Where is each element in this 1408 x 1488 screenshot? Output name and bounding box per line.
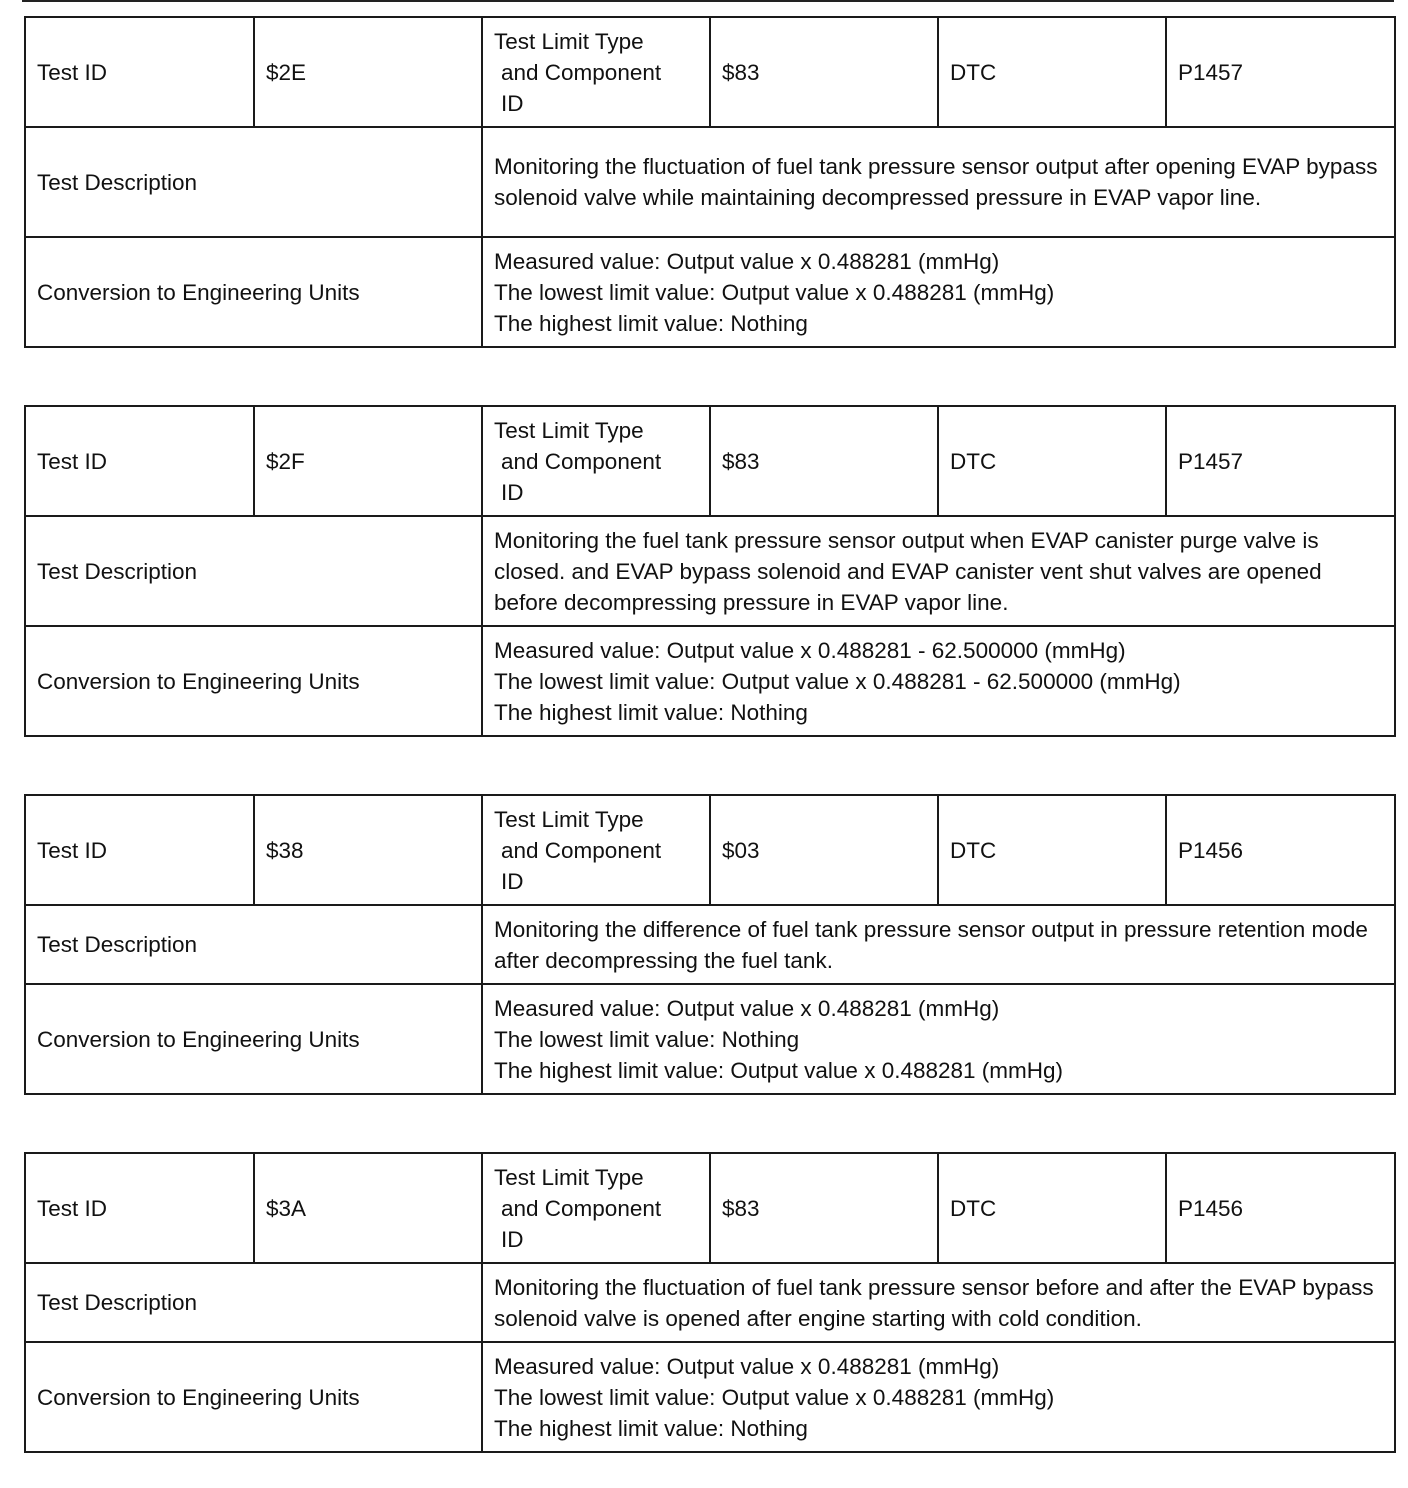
test-id-value: $3A bbox=[254, 1153, 482, 1263]
test-id-value: $38 bbox=[254, 795, 482, 905]
limit-type-label-line2: and Component bbox=[501, 1195, 662, 1221]
conversion-value bbox=[482, 984, 1395, 1094]
limit-type-label-line2: and Component bbox=[501, 59, 662, 85]
dtc-value: P1456 bbox=[1166, 1153, 1395, 1263]
test-description-label: Test Description bbox=[25, 127, 482, 237]
limit-type-label-line1: Test Limit Type bbox=[494, 1164, 644, 1190]
measured-value-line: Measured value: Output value x 0.488281 (mmHg) bbox=[494, 248, 1000, 274]
highest-limit-line: The highest limit value: Nothing bbox=[494, 1415, 808, 1441]
test-description-label: Test Description bbox=[25, 905, 482, 984]
test-id-label: Test ID bbox=[25, 1153, 254, 1263]
test-id-row bbox=[25, 406, 1395, 516]
limit-type-value: $03 bbox=[710, 795, 938, 905]
dtc-value: P1456 bbox=[1166, 795, 1395, 905]
limit-type-label bbox=[482, 1153, 710, 1263]
measured-value-line: Measured value: Output value x 0.488281 - 62.500000 (mmHg) bbox=[494, 637, 1126, 663]
lowest-limit-line: The lowest limit value: Output value x 0.488281 - 62.500000 (mmHg) bbox=[494, 668, 1181, 694]
test-id-label: Test ID bbox=[25, 17, 254, 127]
lowest-limit-line: The lowest limit value: Output value x 0.488281 (mmHg) bbox=[494, 279, 1055, 305]
test-description-row bbox=[25, 1263, 1395, 1342]
top-border bbox=[22, 0, 1394, 2]
limit-type-label-line3: ID bbox=[501, 1226, 524, 1252]
conversion-value bbox=[482, 626, 1395, 736]
limit-type-label-line1: Test Limit Type bbox=[494, 28, 644, 54]
limit-type-value: $83 bbox=[710, 17, 938, 127]
test-id-value: $2E bbox=[254, 17, 482, 127]
conversion-value bbox=[482, 237, 1395, 347]
conversion-value bbox=[482, 1342, 1395, 1452]
measured-value-line: Measured value: Output value x 0.488281 (mmHg) bbox=[494, 995, 1000, 1021]
test-description-value: Monitoring the fluctuation of fuel tank pressure sensor before and after the EVAP bypass solenoid valve is opened after engine starting with cold condition. bbox=[482, 1263, 1395, 1342]
highest-limit-line: The highest limit value: Output value x 0.488281 (mmHg) bbox=[494, 1057, 1064, 1083]
test-description-row bbox=[25, 905, 1395, 984]
test-table-2e bbox=[24, 16, 1396, 348]
limit-type-value: $83 bbox=[710, 406, 938, 516]
limit-type-label-line2: and Component bbox=[501, 837, 662, 863]
conversion-label: Conversion to Engineering Units bbox=[25, 237, 482, 347]
test-description-value: Monitoring the fuel tank pressure sensor output when EVAP canister purge valve is closed. and EVAP bypass solenoid and EVAP canister vent shut valves are opened before decompressing pressure in EVAP vapor line. bbox=[482, 516, 1395, 626]
limit-type-label-line2: and Component bbox=[501, 448, 662, 474]
limit-type-label-line1: Test Limit Type bbox=[494, 806, 644, 832]
test-id-label: Test ID bbox=[25, 795, 254, 905]
limit-type-label-line1: Test Limit Type bbox=[494, 417, 644, 443]
dtc-label: DTC bbox=[938, 1153, 1166, 1263]
limit-type-label bbox=[482, 17, 710, 127]
conversion-label: Conversion to Engineering Units bbox=[25, 984, 482, 1094]
test-table-2f bbox=[24, 405, 1396, 737]
conversion-row bbox=[25, 984, 1395, 1094]
conversion-label: Conversion to Engineering Units bbox=[25, 626, 482, 736]
test-description-row bbox=[25, 127, 1395, 237]
dtc-label: DTC bbox=[938, 406, 1166, 516]
lowest-limit-line: The lowest limit value: Output value x 0.488281 (mmHg) bbox=[494, 1384, 1055, 1410]
highest-limit-line: The highest limit value: Nothing bbox=[494, 699, 808, 725]
limit-type-label bbox=[482, 406, 710, 516]
test-description-value: Monitoring the fluctuation of fuel tank pressure sensor output after opening EVAP bypass solenoid valve while maintaining decompressed pressure in EVAP vapor line. bbox=[482, 127, 1395, 237]
test-table-38 bbox=[24, 794, 1396, 1095]
test-id-label: Test ID bbox=[25, 406, 254, 516]
test-id-value: $2F bbox=[254, 406, 482, 516]
limit-type-label-line3: ID bbox=[501, 90, 524, 116]
test-id-row bbox=[25, 17, 1395, 127]
lowest-limit-line: The lowest limit value: Nothing bbox=[494, 1026, 800, 1052]
test-description-label: Test Description bbox=[25, 516, 482, 626]
limit-type-label-line3: ID bbox=[501, 868, 524, 894]
test-id-row bbox=[25, 1153, 1395, 1263]
conversion-row bbox=[25, 1342, 1395, 1452]
conversion-row bbox=[25, 626, 1395, 736]
conversion-label: Conversion to Engineering Units bbox=[25, 1342, 482, 1452]
conversion-row bbox=[25, 237, 1395, 347]
test-description-label: Test Description bbox=[25, 1263, 482, 1342]
dtc-value: P1457 bbox=[1166, 406, 1395, 516]
limit-type-value: $83 bbox=[710, 1153, 938, 1263]
limit-type-label bbox=[482, 795, 710, 905]
test-description-value: Monitoring the difference of fuel tank pressure sensor output in pressure retention mode after decompressing the fuel tank. bbox=[482, 905, 1395, 984]
dtc-label: DTC bbox=[938, 795, 1166, 905]
dtc-label: DTC bbox=[938, 17, 1166, 127]
test-description-row bbox=[25, 516, 1395, 626]
limit-type-label-line3: ID bbox=[501, 479, 524, 505]
test-table-3a bbox=[24, 1152, 1396, 1453]
highest-limit-line: The highest limit value: Nothing bbox=[494, 310, 808, 336]
test-id-row bbox=[25, 795, 1395, 905]
dtc-value: P1457 bbox=[1166, 17, 1395, 127]
measured-value-line: Measured value: Output value x 0.488281 (mmHg) bbox=[494, 1353, 1000, 1379]
